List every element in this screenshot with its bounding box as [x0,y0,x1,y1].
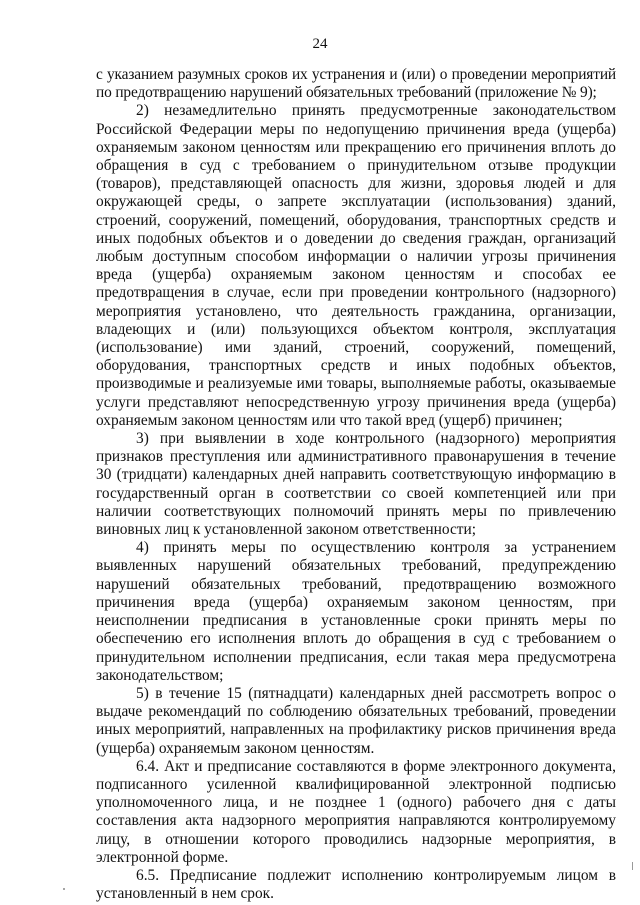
paragraph-item-5: 5) в течение 15 (пятнадцати) календарных дней рассмотреть вопрос о выдаче рекомендаций по соблюдению обязательных требований, проведении иных мероприятий, направленных на профилактику рисков причинения вреда (ущерба) охраняемым законом ценностям. [96,684,616,757]
paragraph-section-6-5: 6.5. Предписание подлежит исполнению контролируемым лицом в установленный в нем срок. [96,866,616,903]
paragraph-item-2: 2) незамедлительно принять предусмотренные законодательством Российской Федерации меры по недопущению причинения вреда (ущерба) охраняемым законом ценностям или прекращению его причинения вплоть до обращения в суд с требованием о принудительном отзыве продукции (товаров), представляющей опасность для жизни, здоровья людей и для окружающей среды, о запрете эксплуатации (использования) зданий, строений, сооружений, помещений, оборудования, транспортных средств и иных подобных объектов и о доведении до сведения граждан, организаций любым доступным способом информации о наличии угрозы причинения вреда (ущерба) охраняемым законом ценностям и способах ее предотвращения в случае, если при проведении контрольного (надзорного) мероприятия установлено, что деятельность гражданина, организации, владеющих и (или) пользующихся объектом контроля, эксплуатация (использование) ими зданий, строений, сооружений, помещений, оборудования, транспортных средств и иных подобных объектов, производимые и реализуемые ими товары, выполняемые работы, оказываемые услуги представляют непосредственную угрозу причинения вреда (ущерба) охраняемым законом ценностям или что такой вред (ущерб) причинен; [96,102,616,429]
scan-speck [63,888,65,890]
paragraph-item-3: 3) при выявлении в ходе контрольного (надзорного) мероприятия признаков преступления или административного правонарушения в течение 30 (тридцати) календарных дней направить соответствующую информацию в государственный орган в соответствии со своей компетенцией или при наличии соответствующих полномочий принять меры по привлечению виновных лиц к установленной законом ответственности; [96,430,616,539]
page-number: 24 [312,36,328,52]
paragraph-section-6-4: 6.4. Акт и предписание составляются в форме электронного документа, подписанного усиленной квалифицированной электронной подписью уполномоченного лица, и не позднее 1 (одного) рабочего дня с даты составления акта надзорного мероприятия направляются контролируемому лицу, в отношении которого проводились надзорные мероприятия, в электронной форме. [96,757,616,866]
paragraph-continuation: с указанием разумных сроков их устранения и (или) о проведении мероприятий по предотвращению нарушений обязательных требований (приложение № 9); [96,66,616,102]
scan-margin-mark [632,862,633,870]
paragraph-item-4: 4) принять меры по осуществлению контроля за устранением выявленных нарушений обязательных требований, предупреждению нарушений обязательных требований, предотвращению возможного причинения вреда (ущерба) охраняемым законом ценностям, при неисполнении предписания в установленные сроки принять меры по обеспечению его исполнения вплоть до обращения в суд с требованием о принудительном исполнении предписания, если такая мера предусмотрена законодательством; [96,539,616,684]
document-body [96,66,616,903]
